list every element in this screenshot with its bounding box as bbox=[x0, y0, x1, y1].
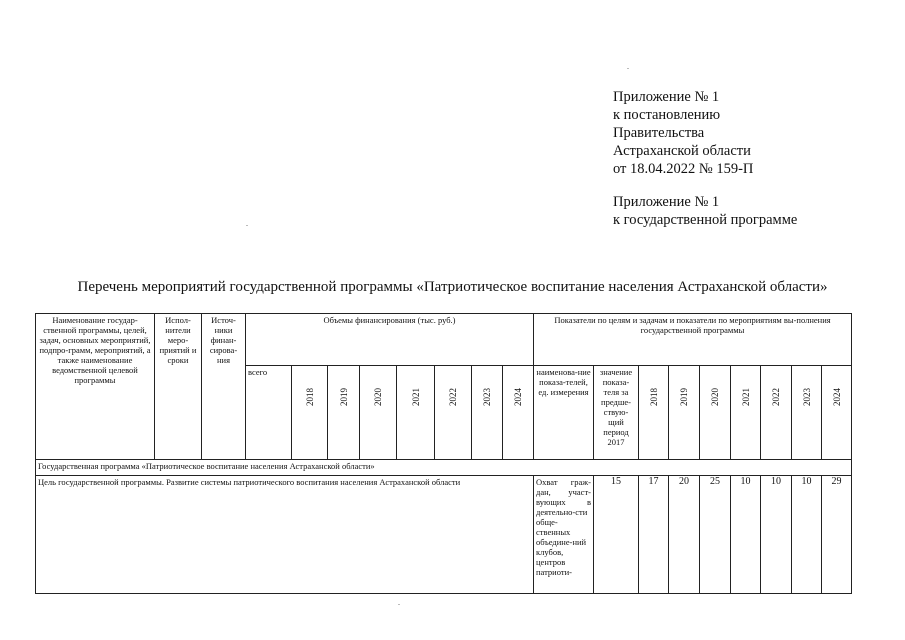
goal-value: 25 bbox=[700, 476, 731, 594]
scan-speck bbox=[627, 68, 629, 69]
goal-indicator-cell: Охват граж-дан, участ-вующих в деятельно-сти обще-ственных объедине-ний клубов, центров патриоти- bbox=[534, 476, 594, 594]
scan-speck bbox=[398, 604, 400, 605]
goal-text-cell: Цель государственной программы. Развитие системы патриотического воспитания населения Астраханской области bbox=[36, 476, 534, 594]
header-ind-year bbox=[792, 366, 822, 460]
header-fin-year bbox=[472, 366, 503, 460]
header-indicator-name: наименова-ние показа-телей, ед. измерения bbox=[534, 366, 594, 460]
header-executors: Испол-нители меро-приятий и сроки bbox=[155, 314, 202, 460]
program-row-cell: Государственная программа «Патриотическое воспитание населения Астраханской области» bbox=[36, 460, 852, 476]
header-sources: Источ-ники финан-сирова-ния bbox=[202, 314, 246, 460]
appendix-line: Астраханской области bbox=[613, 143, 751, 159]
page-title: Перечень мероприятий государственной программы «Патриотическое воспитание населения Астраханской области» bbox=[77, 279, 828, 295]
year-label: 2024 bbox=[831, 388, 842, 406]
year-label: 2019 bbox=[679, 388, 689, 406]
header-ind-year bbox=[700, 366, 731, 460]
year-label: 2022 bbox=[448, 388, 458, 406]
goal-value: 20 bbox=[669, 476, 700, 594]
appendix-line: Правительства bbox=[613, 125, 705, 141]
table-row bbox=[36, 460, 852, 476]
year-label: 2020 bbox=[373, 388, 383, 406]
header-fin-year bbox=[503, 366, 534, 460]
scan-speck bbox=[246, 225, 248, 226]
header-fin-year bbox=[435, 366, 472, 460]
goal-value: 17 bbox=[639, 476, 669, 594]
year-label: 2021 bbox=[740, 388, 751, 406]
header-financing: Объемы финансирования (тыс. руб.) bbox=[246, 314, 534, 366]
header-ind-year bbox=[731, 366, 761, 460]
header-total: всего bbox=[246, 366, 292, 460]
year-label: 2019 bbox=[338, 388, 349, 406]
header-name: Наименование государ-ственной программы, целей, задач, основных мероприятий, подпро-грамм, мероприятий, а также наименование ведомственной целевой программы bbox=[36, 314, 155, 460]
header-ind-year bbox=[639, 366, 669, 460]
year-label: 2018 bbox=[304, 388, 315, 406]
appendix-line: к государственной программе bbox=[613, 212, 798, 228]
appendix-line: Приложение № 1 bbox=[613, 194, 720, 210]
header-indicators: Показатели по целям и задачам и показатели по мероприятиям вы-полнения государственной программы bbox=[534, 314, 852, 366]
appendix-line: Приложение № 1 bbox=[613, 89, 720, 105]
year-label: 2022 bbox=[771, 388, 781, 406]
header-fin-year bbox=[397, 366, 435, 460]
appendix-line: от 18.04.2022 № 159-П bbox=[613, 161, 754, 177]
header-fin-year bbox=[292, 366, 328, 460]
header-indicator-prev: значение показа-теля за предше-ствую-щий период 2017 bbox=[594, 366, 639, 460]
table-row bbox=[36, 476, 852, 594]
year-label: 2021 bbox=[410, 388, 421, 406]
goal-value: 29 bbox=[822, 476, 852, 594]
goal-value: 10 bbox=[792, 476, 822, 594]
year-label: 2018 bbox=[648, 388, 659, 406]
appendix-block bbox=[613, 88, 797, 229]
header-ind-year bbox=[669, 366, 700, 460]
goal-prev-value: 15 bbox=[594, 476, 639, 594]
header-fin-year bbox=[360, 366, 397, 460]
goal-value: 10 bbox=[731, 476, 761, 594]
appendix-line: к постановлению bbox=[613, 107, 721, 123]
year-label: 2023 bbox=[482, 388, 492, 406]
header-ind-year bbox=[822, 366, 852, 460]
measures-table bbox=[35, 313, 852, 594]
year-label: 2023 bbox=[801, 388, 812, 406]
header-fin-year bbox=[328, 366, 360, 460]
year-label: 2024 bbox=[513, 388, 523, 406]
header-ind-year bbox=[761, 366, 792, 460]
goal-value: 10 bbox=[761, 476, 792, 594]
table-header-row bbox=[36, 314, 852, 366]
year-label: 2020 bbox=[710, 388, 720, 406]
